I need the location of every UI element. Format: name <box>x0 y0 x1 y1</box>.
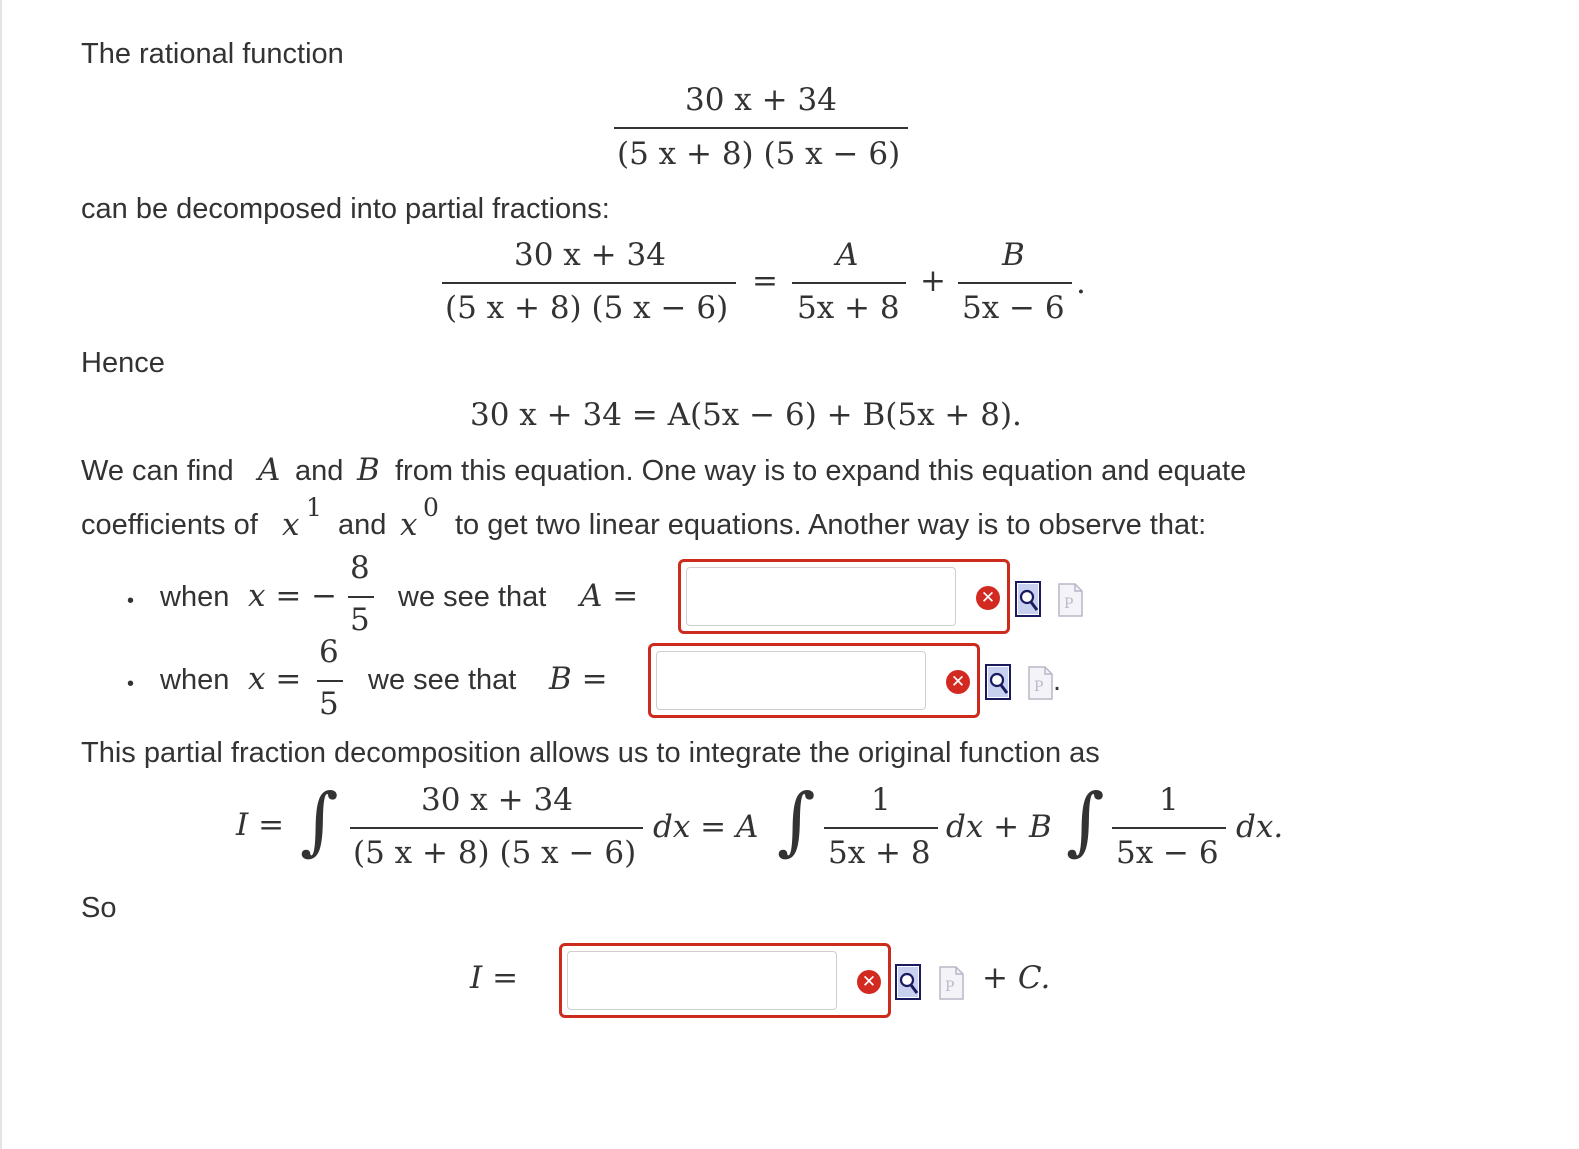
decomp-B-bar <box>958 282 1072 284</box>
preview-icon[interactable] <box>895 964 921 1000</box>
identity-equation: 30 x + 34 = A(5x − 6) + B(5x + 8). <box>470 397 1022 433</box>
hence-text: Hence <box>81 347 165 379</box>
when-1-bar <box>348 596 374 598</box>
decomp-A: A <box>836 237 859 273</box>
integral-A-den: 5x + 8 <box>828 835 931 871</box>
decomp-dot: . <box>1076 265 1086 301</box>
answer-B-input[interactable] <box>656 651 926 710</box>
integrate-text: This partial fraction decomposition allows us to integrate the original function as <box>81 737 1100 769</box>
bullet-2: • <box>127 673 135 695</box>
find-text-rest: from this equation. One way is to expand this equation and equate <box>395 455 1247 487</box>
integral-B-num: 1 <box>1159 782 1179 818</box>
decomp-lhs-numerator: 30 x + 34 <box>514 237 666 273</box>
integral-A-num: 1 <box>871 782 891 818</box>
page-icon[interactable] <box>938 966 964 1000</box>
page-icon[interactable] <box>1027 666 1053 700</box>
find-text-start: We can find <box>81 455 234 487</box>
when-2-text: when <box>160 664 230 696</box>
intro-text: The rational function <box>81 38 344 70</box>
svg-text:P: P <box>1064 596 1074 612</box>
fraction-denominator: (5 x + 8) (5 x − 6) <box>617 136 901 172</box>
answer-B-box <box>648 643 980 718</box>
so-text: So <box>81 892 117 924</box>
we-see-2-text: we see that <box>368 664 517 696</box>
when-2-lhs: x = <box>248 661 302 697</box>
when-1-text: when <box>160 581 230 613</box>
coeff-sup-1: 1 <box>306 493 322 522</box>
coeff-x0: x <box>400 507 418 543</box>
decomp-B-denominator: 5x − 6 <box>962 290 1065 326</box>
integral-dx-eq-A: dx = A <box>653 809 759 845</box>
when-1-num: 8 <box>350 550 370 586</box>
A-equals: A = <box>580 578 639 614</box>
preview-icon[interactable] <box>985 664 1011 700</box>
decomp-plus: + <box>920 263 946 299</box>
integral-bar-1 <box>350 827 643 829</box>
answer-A-input[interactable] <box>686 567 956 626</box>
decomp-A-bar <box>792 282 906 284</box>
coeff-text-rest: to get two linear equations. Another way is to observe that: <box>455 509 1207 541</box>
coeff-sup-0: 0 <box>423 493 439 522</box>
error-icon: ✕ <box>976 586 1000 610</box>
find-A: A <box>258 452 281 488</box>
integral-sign-2: ∫ <box>777 778 816 864</box>
decomp-equals: = <box>752 263 778 299</box>
preview-icon[interactable] <box>1015 581 1041 617</box>
error-icon: ✕ <box>946 670 970 694</box>
left-border <box>0 0 2 1149</box>
integral-sign-3: ∫ <box>1066 778 1105 864</box>
fraction-numerator: 30 x + 34 <box>685 82 837 118</box>
decompose-text: can be decomposed into partial fractions: <box>81 193 610 225</box>
coeff-text-and: and <box>338 509 387 541</box>
integral-dx-plus-B: dx + B <box>946 809 1052 845</box>
answer-A-box <box>678 559 1010 634</box>
answer-I-box <box>559 943 891 1018</box>
when-2-den: 5 <box>319 686 339 722</box>
integral-dx-end: dx. <box>1236 809 1284 845</box>
plus-C: + C. <box>982 960 1051 996</box>
integral-sign-1: ∫ <box>300 778 339 864</box>
coeff-x1: x <box>282 507 300 543</box>
integral-bar-3 <box>1112 827 1226 829</box>
find-B: B <box>357 452 380 488</box>
integral-I-equals: I = <box>236 807 285 843</box>
integral-numerator: 30 x + 34 <box>421 782 573 818</box>
find-text-and: and <box>295 455 344 487</box>
when-2-num: 6 <box>319 634 339 670</box>
we-see-1-text: we see that <box>398 581 547 613</box>
svg-text:P: P <box>1034 679 1044 695</box>
when-1-den: 5 <box>350 602 370 638</box>
error-icon: ✕ <box>857 970 881 994</box>
coeff-text-start: coefficients of <box>81 509 258 541</box>
decomp-B: B <box>1002 237 1025 273</box>
decomp-A-denominator: 5x + 8 <box>797 290 900 326</box>
B-equals: B = <box>549 661 608 697</box>
decomp-lhs-denominator: (5 x + 8) (5 x − 6) <box>445 290 729 326</box>
svg-text:P: P <box>945 979 955 995</box>
when-1-lhs: x = − <box>248 578 338 614</box>
when-2-bar <box>317 680 343 682</box>
answer-I-input[interactable] <box>567 951 837 1010</box>
bullet-1: • <box>127 590 135 612</box>
final-I-equals: I = <box>470 960 519 996</box>
integral-denominator: (5 x + 8) (5 x − 6) <box>353 835 637 871</box>
page-icon[interactable] <box>1057 583 1083 617</box>
integral-B-den: 5x − 6 <box>1116 835 1219 871</box>
integral-bar-2 <box>824 827 938 829</box>
fraction-bar <box>614 127 908 129</box>
decomp-lhs-bar <box>442 282 736 284</box>
bullet-2-period: . <box>1053 665 1062 697</box>
